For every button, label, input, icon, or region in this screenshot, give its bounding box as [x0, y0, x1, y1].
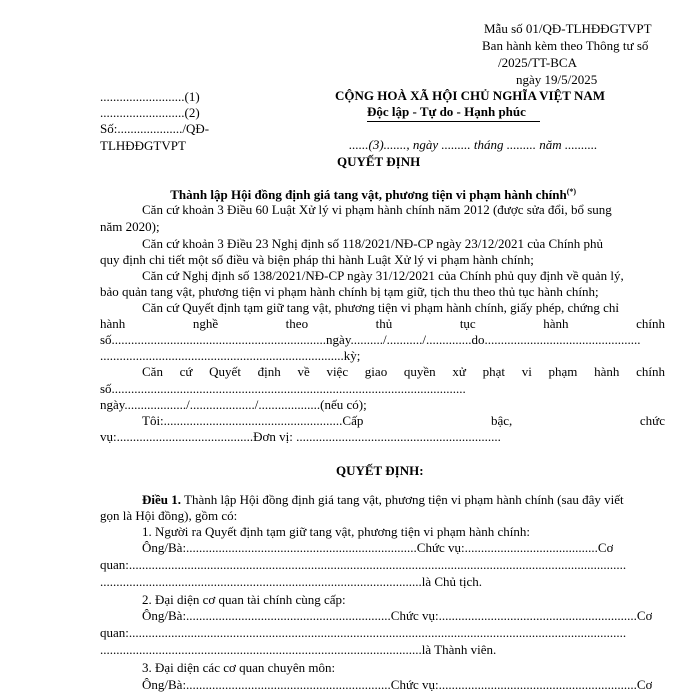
member-1-name-line: Ông/Bà:.......................................................................Chức vụ:.........................................Cơ — [142, 540, 614, 555]
basis-5-line-1: Căn cứ Quyết định về việc giao quyền xử phạt vi phạm hành chính — [142, 364, 665, 379]
basis-2-line-2: quy định chi tiết một số điều và biện pháp thi hành Luật Xử lý vi phạm hành chính; — [100, 252, 534, 267]
member-2-role-line: ...................................................................................................là Thành viên. — [100, 642, 497, 657]
basis-3-line-1: Căn cứ Nghị định số 138/2021/NĐ-CP ngày 31/12/2021 của Chính phủ quy định về quản lý, — [142, 268, 624, 283]
member-1-agency-line: quan:......................................................................................................................................................... — [100, 557, 627, 572]
motto-underline — [367, 121, 540, 122]
basis-2-line-1: Căn cứ khoản 3 Điều 23 Nghị định số 118/2021/NĐ-CP ngày 23/12/2021 của Chính phủ — [142, 236, 604, 251]
basis-1-line-1: Căn cứ khoản 3 Điều 60 Luật Xử lý vi phạm hành chính năm 2012 (được sửa đổi, bổ sung — [142, 202, 612, 217]
member-1-role-line: ...................................................................................................là Chủ tịch. — [100, 574, 483, 589]
basis-4-line-1: Căn cứ Quyết định tạm giữ tang vật, phương tiện vi phạm hành chính, giấy phép, chứng chỉ — [142, 300, 619, 315]
place-date-line: ......(3)......., ngày ......... tháng ......... năm .......... — [349, 137, 598, 152]
basis-3-line-2: bảo quản tang vật, phương tiện vi phạm hành chính bị tạm giữ, tịch thu theo thủ tục hành chính; — [100, 284, 599, 299]
member-2-name-line: Ông/Bà:...............................................................Chức vụ:.............................................................Cơ — [142, 608, 653, 623]
agency-line-1: ..........................(1) — [100, 89, 200, 104]
decides-title: QUYẾT ĐỊNH: — [336, 463, 424, 478]
article-1-line-2: gọn là Hội đồng), gồm có: — [100, 508, 238, 523]
decision-title: QUYẾT ĐỊNH — [337, 154, 421, 169]
signer-line-1: Tôi:.......................................................Cấp bậc, chức — [142, 413, 665, 428]
decision-subtitle — [164, 169, 576, 203]
decision-code: TLHĐĐGTVPT — [100, 138, 186, 153]
decision-number: Số:..................../QĐ- — [100, 121, 210, 136]
member-3-name-line: Ông/Bà:...............................................................Chức vụ:.............................................................Cơ — [142, 677, 653, 692]
article-1-text: Thành lập Hội đồng định giá tang vật, phương tiện vi phạm hành chính (sau đây viết — [181, 492, 624, 507]
agency-line-2: ..........................(2) — [100, 105, 200, 120]
basis-4-line-3: số..................................................................ngày........../.........../..............do................................................ — [100, 332, 641, 347]
article-1-label: Điều 1. — [142, 492, 181, 507]
member-3-title: 3. Đại diện các cơ quan chuyên môn: — [142, 660, 336, 675]
decision-subtitle-note: (*) — [566, 187, 577, 196]
circular-date: ngày 19/5/2025 — [516, 72, 598, 87]
basis-5-line-3: ngày.................../..................../...................(nếu có); — [100, 397, 367, 412]
national-motto: Độc lập - Tự do - Hạnh phúc — [367, 104, 526, 119]
member-1-title: 1. Người ra Quyết định tạm giữ tang vật, phương tiện vi phạm hành chính: — [142, 524, 530, 539]
issued-with-circular: Ban hành kèm theo Thông tư số — [482, 38, 649, 53]
basis-5-line-2: số............................................................................................................. — [100, 381, 466, 396]
basis-4-line-4: ...........................................................................kỳ; — [100, 348, 361, 363]
national-title: CỘNG HOÀ XÃ HỘI CHỦ NGHĨA VIỆT NAM — [335, 88, 606, 103]
basis-4-line-2: hành nghề theo thủ tục hành chính — [100, 316, 665, 331]
article-1-line-1 — [142, 491, 624, 508]
form-number: Mẫu số 01/QĐ-TLHĐĐGTVPT — [484, 21, 652, 36]
circular-number: /2025/TT-BCA — [498, 55, 577, 70]
signer-line-2: vụ:..........................................Đơn vị: ............................................................... — [100, 429, 501, 444]
member-2-agency-line: quan:......................................................................................................................................................... — [100, 625, 627, 640]
basis-1-line-2: năm 2020); — [100, 219, 160, 234]
member-2-title: 2. Đại diện cơ quan tài chính cùng cấp: — [142, 592, 346, 607]
decision-subtitle-text: Thành lập Hội đồng định giá tang vật, phương tiện vi phạm hành chính — [170, 187, 567, 202]
